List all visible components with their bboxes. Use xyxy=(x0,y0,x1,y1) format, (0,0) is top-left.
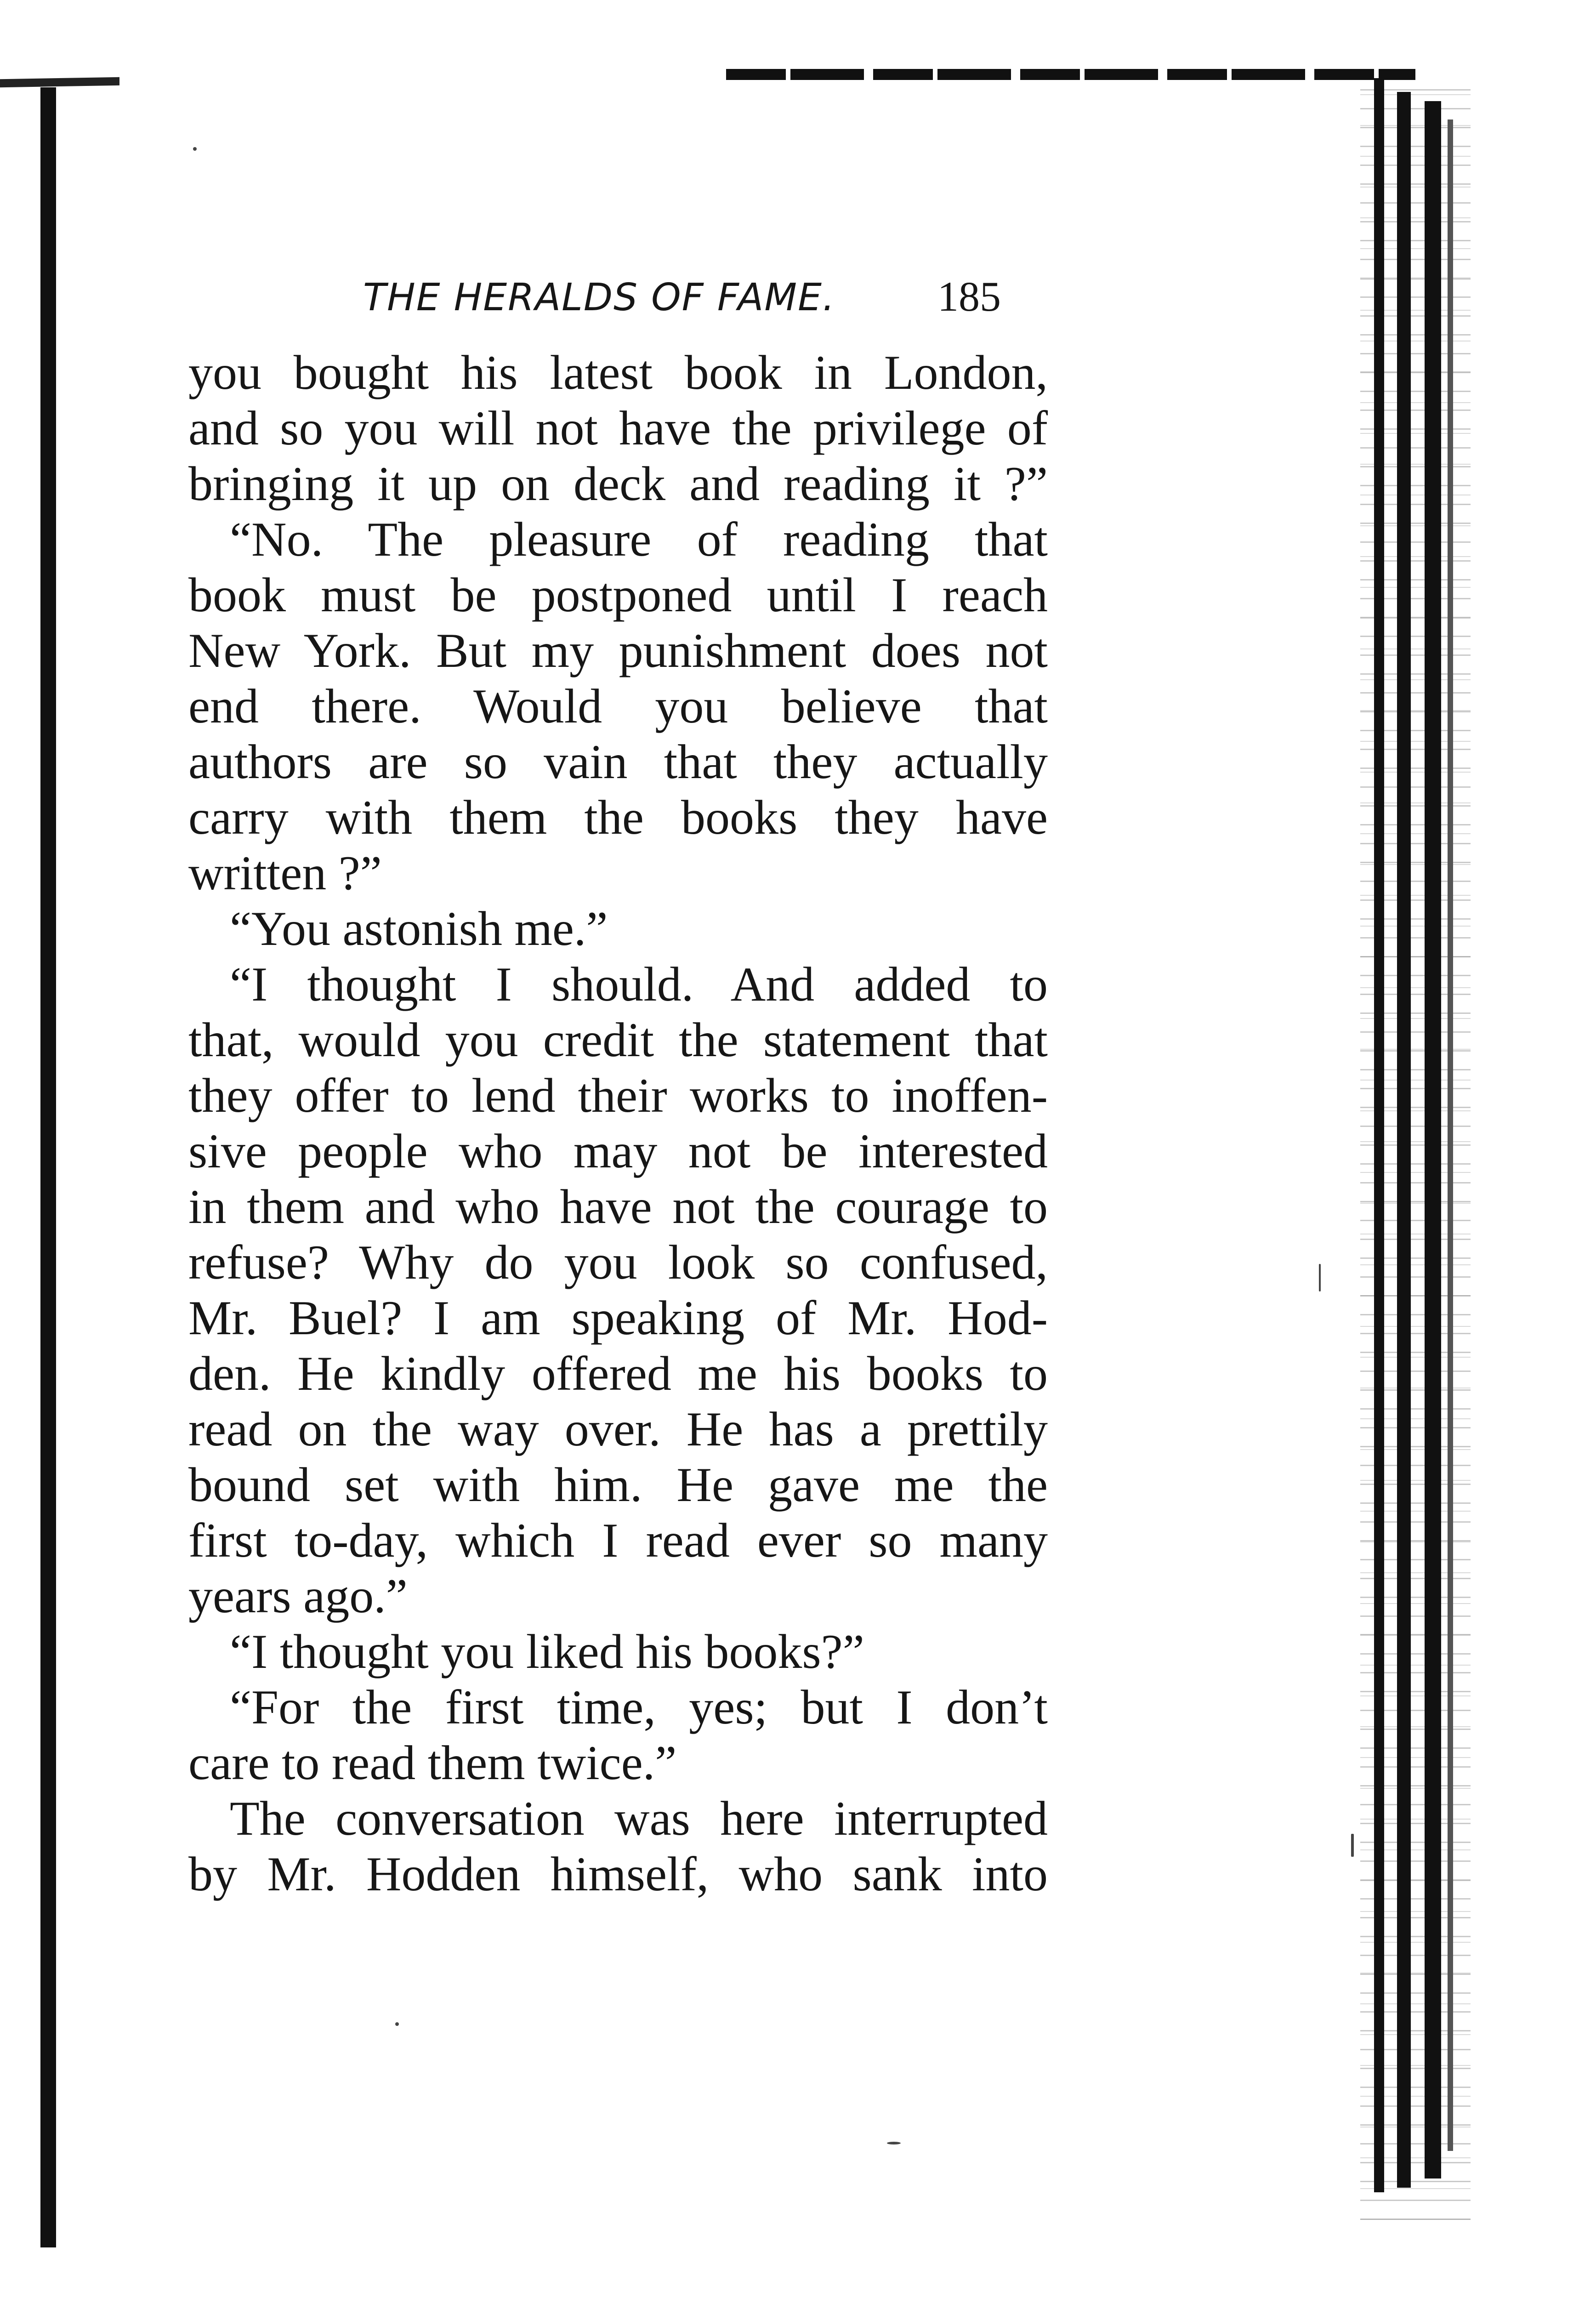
text-line: authors are so vain that they actually xyxy=(188,735,1048,789)
text-line: “I thought I should. And added to xyxy=(230,957,1048,1011)
scan-speck xyxy=(887,2142,901,2144)
body-text xyxy=(188,345,1048,1902)
text-line: years ago.” xyxy=(188,1569,408,1623)
scan-speck xyxy=(1319,1264,1321,1291)
page-edge-right xyxy=(1374,78,1384,2192)
text-line: and so you will not have the privilege of xyxy=(188,401,1048,455)
scan-speck xyxy=(395,2022,399,2026)
text-line: in them and who have not the courage to xyxy=(188,1180,1048,1234)
page-edge-right xyxy=(1397,92,1411,2188)
top-edge-shadow xyxy=(726,69,1415,80)
text-line: read on the way over. He has a prettily xyxy=(188,1402,1048,1456)
text-line: sive people who may not be interested xyxy=(188,1124,1048,1178)
text-line: by Mr. Hodden himself, who sank into xyxy=(188,1847,1048,1901)
text-line: den. He kindly offered me his books to xyxy=(188,1347,1048,1400)
text-line: “You astonish me.” xyxy=(230,902,608,956)
text-line: book must be postponed until I reach xyxy=(188,568,1048,622)
text-line: “For the first time, yes; but I don’t xyxy=(230,1680,1048,1734)
text-line: refuse? Why do you look so confused, xyxy=(188,1235,1048,1289)
scan-speck xyxy=(1351,1834,1354,1857)
text-line: care to read them twice.” xyxy=(188,1736,677,1790)
text-line: Mr. Buel? I am speaking of Mr. Hod- xyxy=(188,1291,1048,1345)
text-line: they offer to lend their works to inoffen- xyxy=(188,1069,1048,1122)
spine-shadow-top xyxy=(0,77,119,88)
book-page xyxy=(188,267,1048,1902)
text-line: “I thought you liked his books?” xyxy=(230,1625,864,1678)
running-head xyxy=(188,267,1048,326)
scan-speck xyxy=(193,147,197,151)
page-edge-right xyxy=(1425,101,1441,2179)
text-line: New York. But my punishment does not xyxy=(188,624,1048,677)
text-line: carry with them the books they have xyxy=(188,791,1048,844)
text-line: written ?” xyxy=(188,846,382,900)
text-line: first to-day, which I read ever so many xyxy=(188,1513,1048,1567)
text-line: bound set with him. He gave me the xyxy=(188,1458,1048,1512)
text-line: bringing it up on deck and reading it ?” xyxy=(188,457,1048,511)
page-edge-right xyxy=(1448,119,1453,2151)
text-line: The conversation was here interrupted xyxy=(230,1792,1048,1845)
text-line: that, would you credit the statement that xyxy=(188,1013,1048,1067)
text-line: you bought his latest book in London, xyxy=(188,346,1048,399)
running-title: THE HERALDS OF FAME. xyxy=(363,276,835,319)
text-line: end there. Would you believe that xyxy=(188,679,1048,733)
spine-shadow-left xyxy=(40,87,56,2247)
text-line: “No. The pleasure of reading that xyxy=(230,512,1048,566)
page-number: 185 xyxy=(937,273,1001,320)
